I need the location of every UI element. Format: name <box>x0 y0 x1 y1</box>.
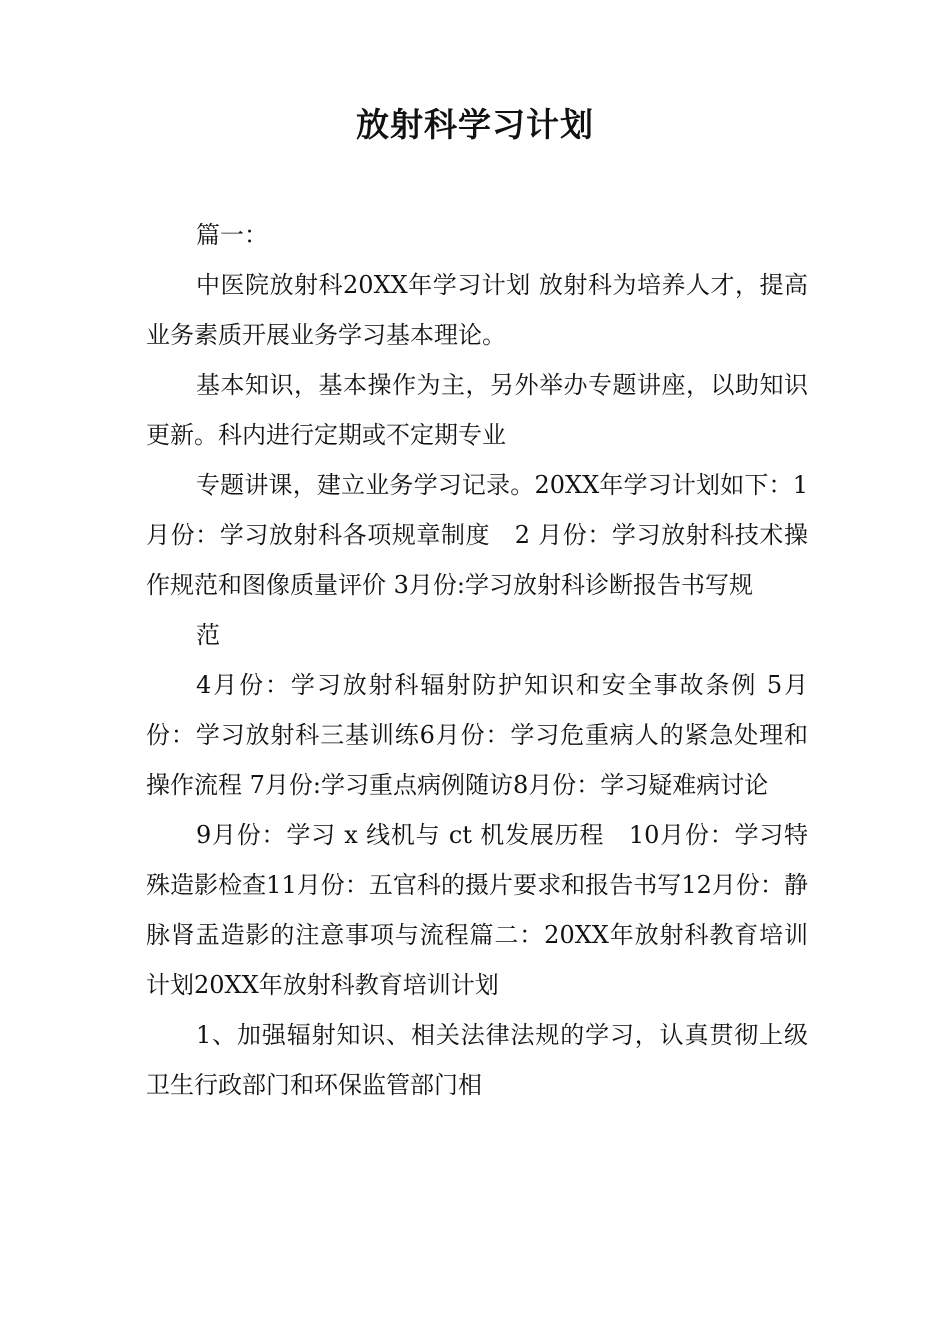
document-body <box>146 210 808 1110</box>
paragraph-training-item-1: 1、加强辐射知识、相关法律法规的学习，认真贯彻上级卫生行政部门和环保监管部门相 <box>146 1021 808 1099</box>
paragraph-monthly-plan-2: 4月份：学习放射科辐射防护知识和安全事故条例 5月份：学习放射科三基训练6月份：学习危重病人的紧急处理和操作流程 7月份:学习重点病例随访8月份：学习疑难病讨论 <box>146 671 808 799</box>
paragraph-intro: 中医院放射科20XX年学习计划 放射科为培养人才，提高业务素质开展业务学习基本理论。 <box>146 271 808 349</box>
paragraph-part-one-heading: 篇一： <box>196 221 268 249</box>
paragraph-basic-knowledge: 基本知识，基本操作为主，另外举办专题讲座，以助知识更新。科内进行定期或不定期专业 <box>146 371 808 449</box>
paragraph-monthly-plan-3: 9月份：学习 x 线机与 ct 机发展历程 10月份：学习特殊造影检查11月份：五官科的摄片要求和报告书写12月份：静脉肾盂造影的注意事项与流程篇二：20XX年放射科教育培训计划20XX年放射科教育培训计划 <box>146 821 808 999</box>
paragraph-monthly-plan-1: 专题讲课，建立业务学习记录。20XX年学习计划如下：1 月份：学习放射科各项规章制度 2 月份：学习放射科技术操作规范和图像质量评价 3月份:学习放射科诊断报告书写规 <box>146 471 808 599</box>
paragraph-fan: 范 <box>196 621 220 649</box>
document-title: 放射科学习计划 <box>356 105 594 144</box>
